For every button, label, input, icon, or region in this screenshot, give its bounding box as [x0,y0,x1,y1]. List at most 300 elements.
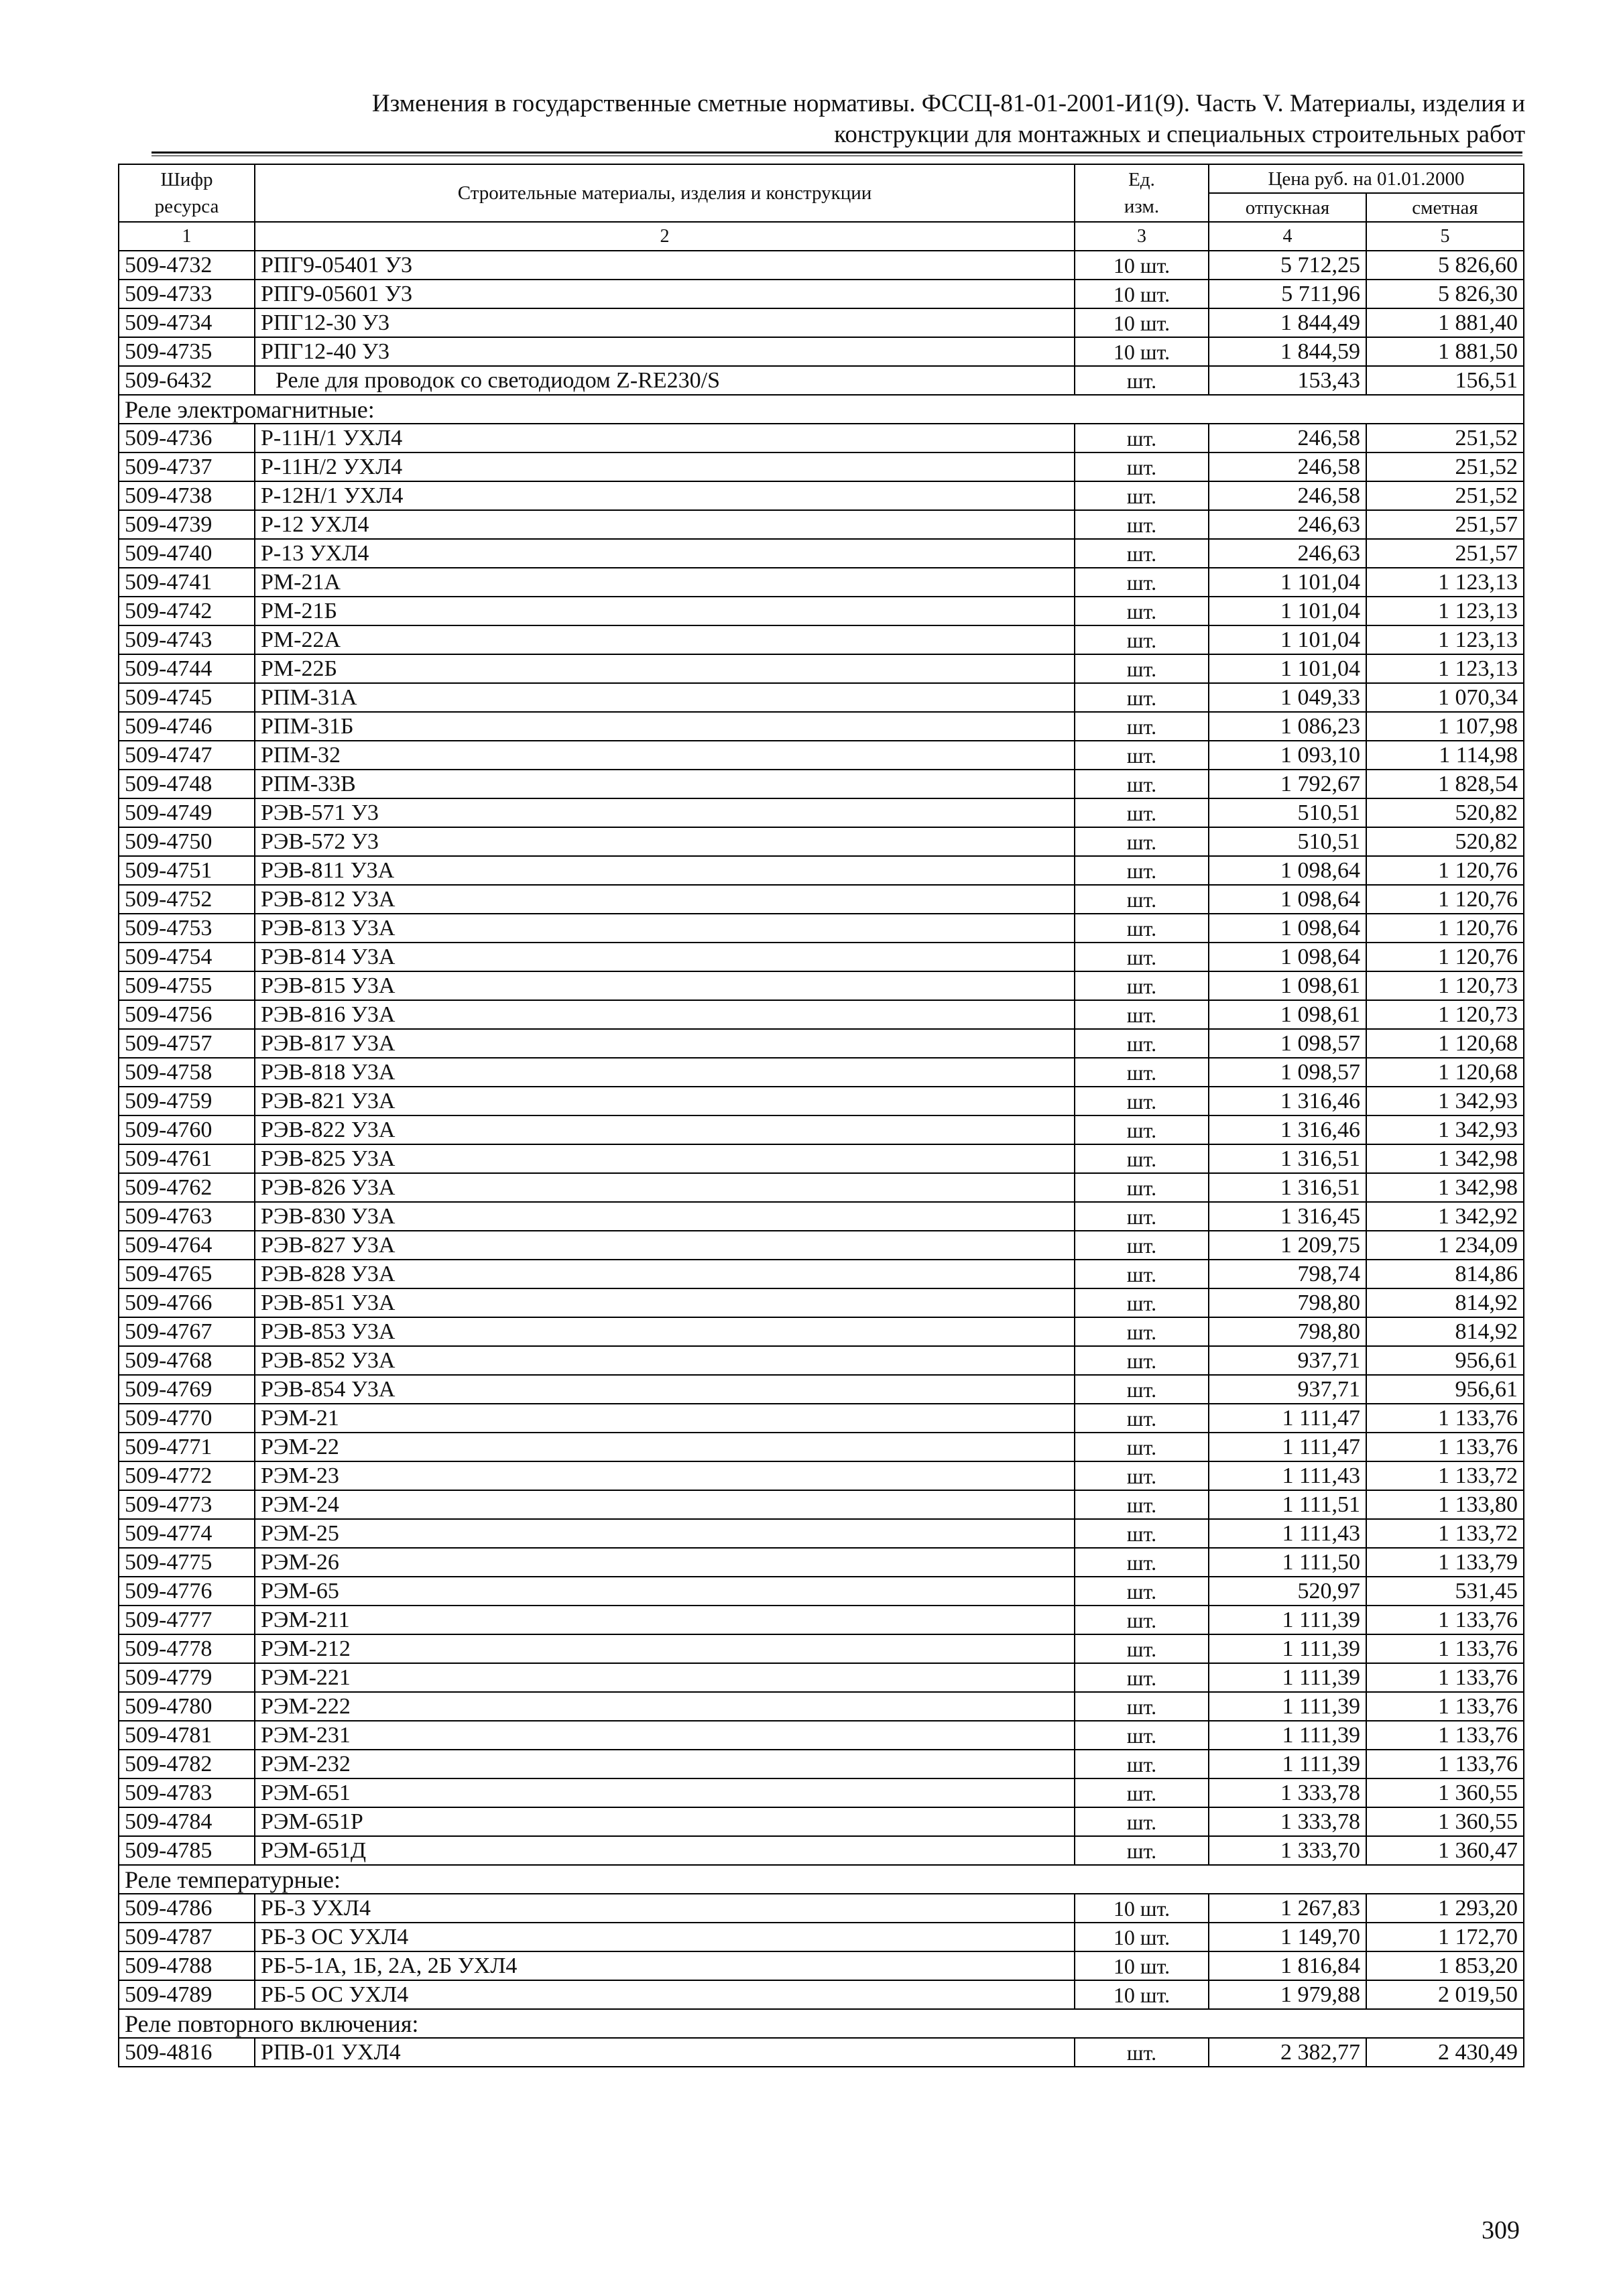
cell-unit: шт. [1075,597,1209,625]
cell-unit: 10 шт. [1075,1951,1209,1980]
cell-name: РЭВ-821 У3А [255,1087,1075,1115]
cell-code: 509-4746 [119,712,255,741]
cell-unit: шт. [1075,1634,1209,1663]
page-number: 309 [1482,2216,1520,2244]
cell-unit: шт. [1075,1317,1209,1346]
cell-name: РЭМ-232 [255,1750,1075,1778]
cell-code: 509-4751 [119,856,255,885]
cell-price-release: 1 098,61 [1209,971,1366,1000]
cell-price-estimate: 1 133,79 [1366,1548,1524,1577]
column-number: 1 [119,222,255,251]
table-row [119,308,1524,337]
cell-unit: шт. [1075,1433,1209,1461]
cell-code: 509-4748 [119,770,255,798]
table-row [119,683,1524,712]
col-header-code-line2: ресурса [154,196,219,217]
cell-unit: шт. [1075,1029,1209,1058]
cell-price-release: 1 101,04 [1209,597,1366,625]
cell-price-release: 1 098,64 [1209,914,1366,943]
cell-price-release: 153,43 [1209,366,1366,395]
cell-unit: 10 шт. [1075,308,1209,337]
cell-unit: шт. [1075,1721,1209,1750]
cell-unit: шт. [1075,424,1209,452]
cell-code: 509-4750 [119,827,255,856]
cell-price-release: 510,51 [1209,798,1366,827]
cell-name: РПГ9-05601 У3 [255,280,1075,308]
cell-price-estimate: 1 133,72 [1366,1461,1524,1490]
cell-code: 509-4762 [119,1173,255,1202]
cell-price-release: 798,80 [1209,1288,1366,1317]
cell-code: 509-4733 [119,280,255,308]
cell-price-estimate: 1 234,09 [1366,1231,1524,1260]
cell-price-estimate: 956,61 [1366,1346,1524,1375]
cell-unit: шт. [1075,1461,1209,1490]
cell-price-release: 1 098,57 [1209,1058,1366,1087]
cell-code: 509-4759 [119,1087,255,1115]
cell-price-release: 1 111,43 [1209,1461,1366,1490]
cell-code: 509-4738 [119,481,255,510]
cell-code: 509-4776 [119,1577,255,1606]
cell-price-release: 1 111,39 [1209,1606,1366,1634]
cell-unit: шт. [1075,712,1209,741]
table-row [119,1231,1524,1260]
cell-price-estimate: 1 120,76 [1366,856,1524,885]
cell-name: РЭВ-826 У3А [255,1173,1075,1202]
cell-unit: шт. [1075,481,1209,510]
cell-price-estimate: 520,82 [1366,798,1524,827]
cell-price-estimate: 1 342,98 [1366,1173,1524,1202]
table-row [119,1173,1524,1202]
table-row [119,1058,1524,1087]
col-header-price: Цена руб. на 01.01.2000 [1209,164,1524,193]
cell-price-estimate: 1 120,73 [1366,1000,1524,1029]
cell-name: РЭМ-222 [255,1692,1075,1721]
cell-unit: шт. [1075,971,1209,1000]
cell-name: Р-11Н/2 УХЛ4 [255,452,1075,481]
table-row [119,856,1524,885]
cell-code: 509-4755 [119,971,255,1000]
cell-price-release: 1 093,10 [1209,741,1366,770]
cell-name: РЭВ-822 У3А [255,1115,1075,1144]
cell-code: 509-4788 [119,1951,255,1980]
cell-price-estimate: 1 120,76 [1366,914,1524,943]
cell-code: 509-4749 [119,798,255,827]
cell-price-release: 1 816,84 [1209,1951,1366,1980]
cell-price-release: 1 844,59 [1209,337,1366,366]
cell-name: РМ-22А [255,625,1075,654]
cell-code: 509-4782 [119,1750,255,1778]
cell-code: 509-4772 [119,1461,255,1490]
cell-code: 509-4780 [119,1692,255,1721]
table-row [119,1807,1524,1836]
cell-name: РПГ12-40 У3 [255,337,1075,366]
cell-price-estimate: 1 123,13 [1366,568,1524,597]
cell-code: 509-4769 [119,1375,255,1404]
cell-price-release: 1 098,64 [1209,943,1366,971]
cell-price-release: 520,97 [1209,1577,1366,1606]
cell-unit: шт. [1075,1375,1209,1404]
header-line-2: конструкции для монтажных и специальных строительных работ [834,121,1525,148]
cell-code: 509-4734 [119,308,255,337]
table-row [119,1778,1524,1807]
table-row [119,366,1524,395]
cell-unit: 10 шт. [1075,1894,1209,1923]
cell-unit: шт. [1075,827,1209,856]
table-header-row [119,164,1524,193]
table-row [119,943,1524,971]
cell-name: РЭВ-828 У3А [255,1260,1075,1288]
cell-price-release: 1 316,46 [1209,1087,1366,1115]
cell-unit: 10 шт. [1075,1980,1209,2009]
cell-price-estimate: 1 133,76 [1366,1721,1524,1750]
table-row [119,1692,1524,1721]
cell-code: 509-4787 [119,1923,255,1951]
cell-price-estimate: 1 070,34 [1366,683,1524,712]
cell-unit: шт. [1075,1663,1209,1692]
table-row [119,1346,1524,1375]
table-row [119,1980,1524,2009]
table-row [119,510,1524,539]
cell-name: РЭВ-825 У3А [255,1144,1075,1173]
cell-code: 509-4732 [119,251,255,280]
table-row [119,827,1524,856]
col-header-code [119,164,255,222]
cell-name: РЭМ-211 [255,1606,1075,1634]
cell-price-estimate: 1 293,20 [1366,1894,1524,1923]
table-row [119,1721,1524,1750]
cell-price-estimate: 1 172,70 [1366,1923,1524,1951]
cell-code: 509-4774 [119,1519,255,1548]
cell-name: РБ-3 УХЛ4 [255,1894,1075,1923]
cell-price-release: 246,63 [1209,510,1366,539]
cell-price-estimate: 1 133,76 [1366,1606,1524,1634]
cell-name: РЭМ-22 [255,1433,1075,1461]
cell-unit: шт. [1075,1288,1209,1317]
cell-price-release: 246,63 [1209,539,1366,568]
cell-price-estimate: 1 114,98 [1366,741,1524,770]
header-line-1: Изменения в государственные сметные нормативы. ФССЦ-81-01-2001-И1(9). Часть V. Материалы, изделия и [371,90,1525,117]
cell-code: 509-4779 [119,1663,255,1692]
cell-price-estimate: 1 828,54 [1366,770,1524,798]
cell-price-estimate: 1 133,76 [1366,1404,1524,1433]
cell-price-estimate: 814,92 [1366,1288,1524,1317]
cell-price-estimate: 1 133,72 [1366,1519,1524,1548]
cell-price-release: 1 111,39 [1209,1634,1366,1663]
cell-price-release: 1 316,46 [1209,1115,1366,1144]
cell-unit: шт. [1075,1231,1209,1260]
cell-price-release: 1 111,39 [1209,1721,1366,1750]
table-row [119,1548,1524,1577]
cell-code: 509-4740 [119,539,255,568]
cell-code: 509-4771 [119,1433,255,1461]
cell-code: 509-4789 [119,1980,255,2009]
cell-name: РМ-21А [255,568,1075,597]
cell-price-release: 1 111,47 [1209,1404,1366,1433]
cell-price-estimate: 1 107,98 [1366,712,1524,741]
table-row [119,712,1524,741]
table-row [119,1202,1524,1231]
table-row [119,1923,1524,1951]
cell-unit: 10 шт. [1075,280,1209,308]
section-title: Реле повторного включения: [119,2009,1524,2038]
cell-name: РЭМ-231 [255,1721,1075,1750]
cell-unit: шт. [1075,1692,1209,1721]
cell-price-release: 1 111,47 [1209,1433,1366,1461]
cell-price-estimate: 251,52 [1366,452,1524,481]
cell-name: РЭМ-25 [255,1519,1075,1548]
cell-name: РЭВ-572 У3 [255,827,1075,856]
col-header-price-release: отпускная [1209,193,1366,222]
cell-name: РЭВ-815 У3А [255,971,1075,1000]
cell-price-release: 1 209,75 [1209,1231,1366,1260]
cell-code: 509-4744 [119,654,255,683]
table-row [119,1577,1524,1606]
cell-name: РПМ-31Б [255,712,1075,741]
cell-price-release: 246,58 [1209,424,1366,452]
cell-price-estimate: 1 123,13 [1366,597,1524,625]
cell-unit: шт. [1075,1115,1209,1144]
cell-unit: шт. [1075,1490,1209,1519]
table-row [119,1836,1524,1865]
cell-code: 509-4767 [119,1317,255,1346]
cell-name: РЭМ-21 [255,1404,1075,1433]
cell-name: РЭВ-816 У3А [255,1000,1075,1029]
cell-price-release: 1 267,83 [1209,1894,1366,1923]
section-title: Реле температурные: [119,1865,1524,1894]
section-row [119,1865,1524,1894]
col-header-name: Строительные материалы, изделия и конструкции [255,164,1075,222]
table-row [119,741,1524,770]
table-row [119,1894,1524,1923]
cell-price-release: 1 086,23 [1209,712,1366,741]
table-row [119,1433,1524,1461]
cell-unit: шт. [1075,1404,1209,1433]
table-row [119,1951,1524,1980]
table-row [119,481,1524,510]
column-number: 2 [255,222,1075,251]
cell-code: 509-4758 [119,1058,255,1087]
cell-price-release: 798,74 [1209,1260,1366,1288]
cell-code: 509-4770 [119,1404,255,1433]
cell-name: Р-13 УХЛ4 [255,539,1075,568]
cell-price-estimate: 251,52 [1366,481,1524,510]
cell-price-estimate: 5 826,30 [1366,280,1524,308]
cell-price-estimate: 2 019,50 [1366,1980,1524,2009]
cell-name: РЭВ-811 У3А [255,856,1075,885]
cell-price-release: 937,71 [1209,1346,1366,1375]
cell-price-release: 246,58 [1209,452,1366,481]
table-row [119,452,1524,481]
table-row [119,2038,1524,2067]
cell-name: РЭМ-23 [255,1461,1075,1490]
column-number: 4 [1209,222,1366,251]
cell-unit: шт. [1075,1548,1209,1577]
cell-price-estimate: 251,57 [1366,539,1524,568]
cell-unit: шт. [1075,798,1209,827]
cell-price-estimate: 1 133,76 [1366,1663,1524,1692]
cell-price-release: 1 101,04 [1209,625,1366,654]
cell-price-release: 1 333,70 [1209,1836,1366,1865]
table-row [119,1375,1524,1404]
cell-price-release: 1 049,33 [1209,683,1366,712]
cell-price-release: 510,51 [1209,827,1366,856]
cell-name: РЭВ-827 У3А [255,1231,1075,1260]
cell-unit: шт. [1075,1606,1209,1634]
cell-unit: шт. [1075,1058,1209,1087]
cell-code: 509-4816 [119,2038,255,2067]
cell-name: РПМ-32 [255,741,1075,770]
cell-code: 509-4786 [119,1894,255,1923]
cell-unit: шт. [1075,1807,1209,1836]
cell-name: Р-12 УХЛ4 [255,510,1075,539]
table-row [119,1461,1524,1490]
cell-price-estimate: 1 360,47 [1366,1836,1524,1865]
cell-unit: шт. [1075,568,1209,597]
cell-price-estimate: 1 360,55 [1366,1778,1524,1807]
cell-price-release: 1 316,45 [1209,1202,1366,1231]
cell-code: 509-4745 [119,683,255,712]
column-number-row [119,222,1524,251]
cell-unit: шт. [1075,539,1209,568]
cell-code: 509-4768 [119,1346,255,1375]
cell-name: РМ-21Б [255,597,1075,625]
table-row [119,1144,1524,1173]
col-header-code-line1: Шифр [160,169,213,190]
cell-price-estimate: 1 881,40 [1366,308,1524,337]
cell-price-estimate: 1 881,50 [1366,337,1524,366]
cell-unit: шт. [1075,2038,1209,2067]
cell-unit: шт. [1075,943,1209,971]
cell-name: РБ-5-1А, 1Б, 2А, 2Б УХЛ4 [255,1951,1075,1980]
cell-code: 509-6432 [119,366,255,395]
cell-code: 509-4737 [119,452,255,481]
table-row [119,1519,1524,1548]
cell-name: РЭМ-26 [255,1548,1075,1577]
table-row [119,1260,1524,1288]
cell-price-estimate: 1 360,55 [1366,1807,1524,1836]
cell-unit: шт. [1075,914,1209,943]
cell-price-estimate: 1 342,93 [1366,1115,1524,1144]
table-row [119,337,1524,366]
cell-name: РПВ-01 УХЛ4 [255,2038,1075,2067]
table-body [119,251,1524,2067]
cell-price-release: 1 111,43 [1209,1519,1366,1548]
cell-code: 509-4775 [119,1548,255,1577]
cell-name: Р-12Н/1 УХЛ4 [255,481,1075,510]
cell-name: РЭМ-65 [255,1577,1075,1606]
cell-price-release: 1 149,70 [1209,1923,1366,1951]
cell-code: 509-4760 [119,1115,255,1144]
cell-price-estimate: 2 430,49 [1366,2038,1524,2067]
table-row [119,1029,1524,1058]
cell-code: 509-4757 [119,1029,255,1058]
cell-name: Реле для проводок со светодиодом Z-RE230/S [255,366,1075,395]
cell-price-release: 1 111,39 [1209,1663,1366,1692]
table-row [119,424,1524,452]
cell-price-estimate: 814,86 [1366,1260,1524,1288]
cell-unit: шт. [1075,1202,1209,1231]
table-row [119,625,1524,654]
cell-price-release: 246,58 [1209,481,1366,510]
column-number: 3 [1075,222,1209,251]
cell-unit: шт. [1075,1519,1209,1548]
cell-price-release: 1 098,64 [1209,856,1366,885]
cell-unit: шт. [1075,654,1209,683]
table-row [119,597,1524,625]
cell-name: РЭМ-651Д [255,1836,1075,1865]
cell-code: 509-4778 [119,1634,255,1663]
cell-unit: шт. [1075,856,1209,885]
cell-name: РПМ-33В [255,770,1075,798]
cell-code: 509-4784 [119,1807,255,1836]
cell-price-release: 5 712,25 [1209,251,1366,280]
cell-unit: шт. [1075,1750,1209,1778]
cell-name: РПГ12-30 У3 [255,308,1075,337]
table-row [119,1000,1524,1029]
cell-name: Р-11Н/1 УХЛ4 [255,424,1075,452]
page-header [235,88,1525,150]
cell-price-estimate: 251,57 [1366,510,1524,539]
cell-code: 509-4765 [119,1260,255,1288]
cell-price-release: 1 098,57 [1209,1029,1366,1058]
cell-price-estimate: 531,45 [1366,1577,1524,1606]
cell-unit: шт. [1075,1000,1209,1029]
cell-name: РЭМ-651 [255,1778,1075,1807]
cell-name: РЭВ-814 У3А [255,943,1075,971]
table-row [119,251,1524,280]
cell-unit: шт. [1075,1836,1209,1865]
column-number: 5 [1366,222,1524,251]
table-row [119,1663,1524,1692]
col-header-unit-line1: Ед. [1128,169,1155,190]
cell-price-estimate: 1 120,68 [1366,1058,1524,1087]
cell-price-estimate: 520,82 [1366,827,1524,856]
cell-unit: шт. [1075,1577,1209,1606]
table-row [119,1606,1524,1634]
cell-name: РЭВ-853 У3А [255,1317,1075,1346]
cell-price-release: 1 098,61 [1209,1000,1366,1029]
cell-price-release: 1 979,88 [1209,1980,1366,2009]
cell-code: 509-4785 [119,1836,255,1865]
cell-code: 509-4783 [119,1778,255,1807]
table-row [119,1490,1524,1519]
cell-price-estimate: 1 342,93 [1366,1087,1524,1115]
table-row [119,1288,1524,1317]
cell-price-estimate: 1 120,68 [1366,1029,1524,1058]
cell-unit: шт. [1075,510,1209,539]
cell-code: 509-4764 [119,1231,255,1260]
cell-name: РЭВ-817 У3А [255,1029,1075,1058]
table-row [119,539,1524,568]
col-header-unit-line2: изм. [1124,196,1160,217]
cell-price-release: 1 111,39 [1209,1750,1366,1778]
cell-code: 509-4763 [119,1202,255,1231]
cell-name: РПГ9-05401 У3 [255,251,1075,280]
cell-code: 509-4773 [119,1490,255,1519]
cell-price-release: 1 098,64 [1209,885,1366,914]
table-row [119,654,1524,683]
cell-price-release: 1 111,39 [1209,1692,1366,1721]
cell-unit: шт. [1075,885,1209,914]
cell-code: 509-4777 [119,1606,255,1634]
table-row [119,770,1524,798]
cell-code: 509-4754 [119,943,255,971]
cell-unit: шт. [1075,625,1209,654]
cell-price-release: 2 382,77 [1209,2038,1366,2067]
cell-code: 509-4736 [119,424,255,452]
cell-price-estimate: 5 826,60 [1366,251,1524,280]
cell-price-estimate: 1 853,20 [1366,1951,1524,1980]
